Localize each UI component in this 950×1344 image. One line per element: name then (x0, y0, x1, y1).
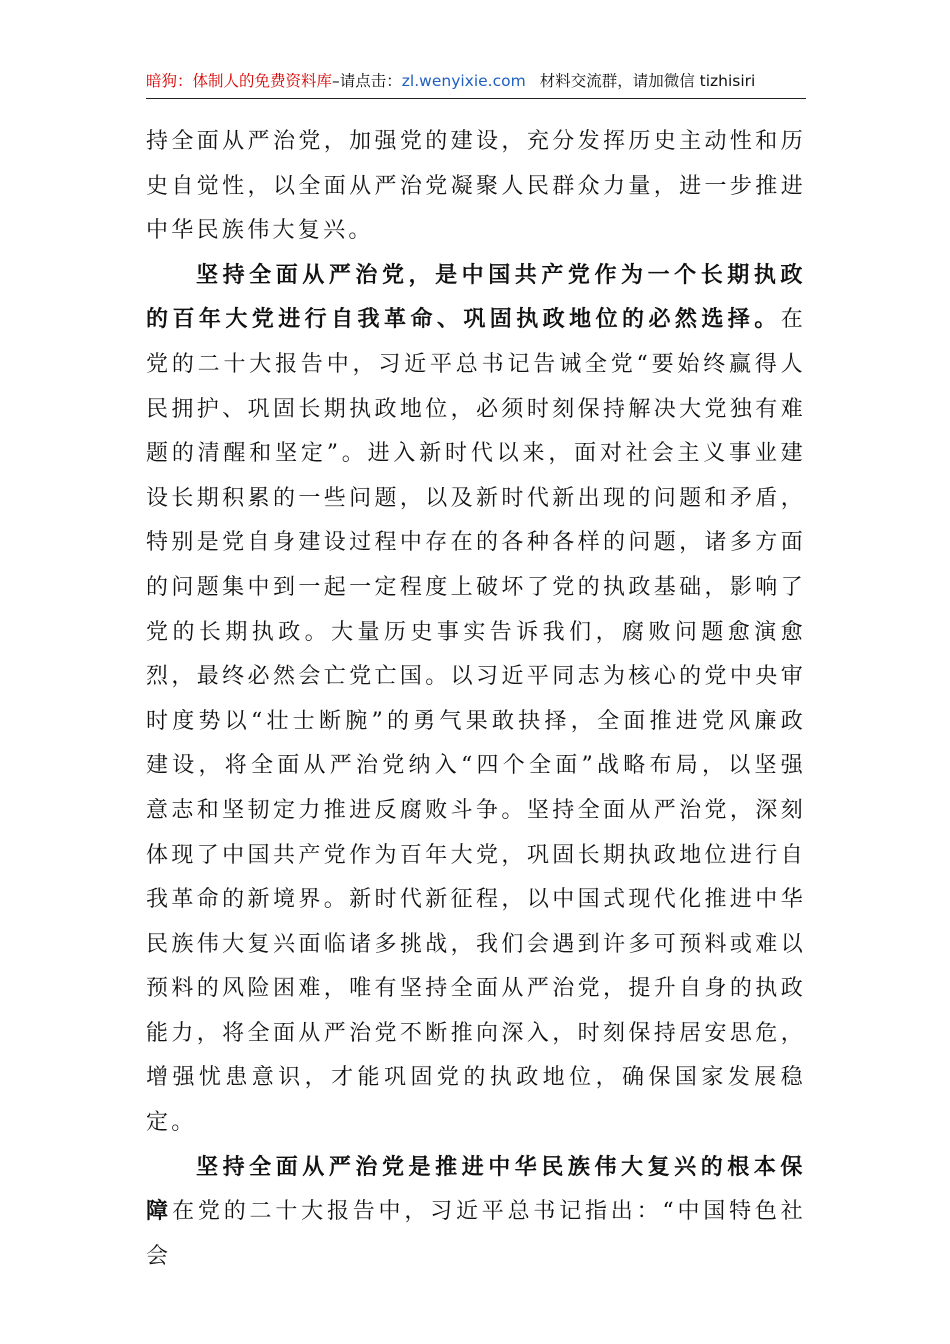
paragraph-3 (146, 1146, 806, 1280)
paragraph-1-text: 持全面从严治党，加强党的建设，充分发挥历史主动性和历史自觉性，以全面从严治党凝聚人民群众力量，进一步推进中华民族伟大复兴。 (146, 129, 806, 244)
header-prompt: –请点击： (332, 72, 402, 90)
paragraph-2 (146, 254, 806, 1146)
header-brand: 暗狗：体制人的免费资料库 (146, 72, 333, 90)
paragraph-2-lead: 坚持全面从严治党，是中国共产党作为一个长期执政的百年大党进行自我革命、巩固执政地位的必然选择。 (146, 262, 806, 333)
paragraph-3-text: 在党的二十大报告中，习近平总书记指出：“中国特色社会 (146, 1199, 806, 1269)
document-body (146, 120, 806, 1279)
paragraph-2-text: 在党的二十大报告中，习近平总书记告诫全党“要始终赢得人民拥护、巩固长期执政地位，必须时刻保持解决大党独有难题的清醒和坚定”。进入新时代以来，面对社会主义事业建设长期积累的一些问题，以及新时代新出现的问题和矛盾，特别是党自身建设过程中存在的各种各样的问题，诸多方面的问题集中到一起一定程度上破坏了党的执政基础，影响了党的长期执政。大量历史事实告诉我们，腐败问题愈演愈烈，最终必然会亡党亡国。以习近平同志为核心的党中央审时度势以“壮士断腕”的勇气果敢抉择，全面推进党风廉政建设，将全面从严治党纳入“四个全面”战略布局，以坚强意志和坚韧定力推进反腐败斗争。坚持全面从严治党，深刻体现了中国共产党作为百年大党，巩固长期执政地位进行自我革命的新境界。新时代新征程，以中国式现代化推进中华民族伟大复兴面临诸多挑战，我们会遇到许多可预料或难以预料的风险困难，唯有坚持全面从严治党，提升自身的执政能力，将全面从严治党不断推向深入，时刻保持居安思危，增强忧患意识，才能巩固党的执政地位，确保国家发展稳定。 (146, 307, 806, 1136)
paragraph-3-lead: 坚持全面从严治党是推进中华民族伟大复兴的根本保障 (146, 1154, 806, 1225)
header-link[interactable]: zl.wenyixie.com (401, 72, 526, 90)
header-contact: 材料交流群，请加微信 tizhisiri (539, 72, 756, 90)
paragraph-1 (146, 120, 806, 254)
header-divider (146, 98, 806, 99)
page-header (146, 66, 806, 96)
